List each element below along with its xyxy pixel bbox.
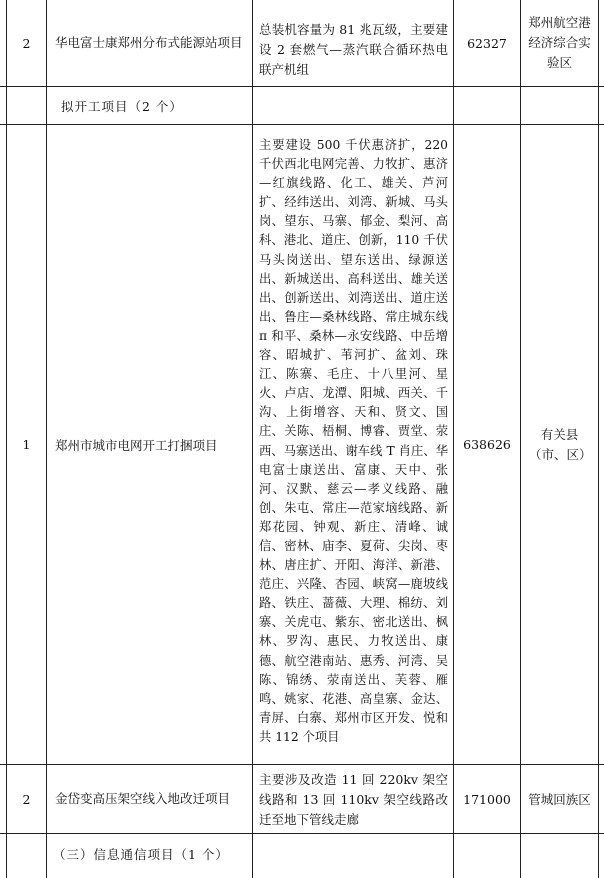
project-content: 主要涉及改造 11 回 220kv 架空线路和 13 回 110kv 架空线路改迁至地下管线走廊 bbox=[259, 772, 448, 827]
table-border bbox=[598, 0, 599, 878]
project-location: 郑州航空港经济综合实验区 bbox=[528, 15, 591, 70]
project-name: 华电富士康郑州分布式能源站项目 bbox=[55, 35, 243, 50]
investment-amount: 62327 bbox=[467, 35, 507, 51]
project-content: 主要建设 500 千伏惠济扩，220 千伏西北电网完善、力牧扩、惠济—红旗线路、化工、雄关、芦河扩、经纬送出、刘湾、新城、马头岗、望东、马寨、郁金、梨河、高科、港北、道庄、创新，110 千伏马头岗送出、望东送出、绿源送出、新城送出、高科送出、雄关送出、创新送出、刘湾送出、道庄送出、鲁庄—桑林线路、常庄城东线 π 和平、桑林—永安线路、中岳增容、昭城扩、苇河扩、盆刘、珠江、陈寨、毛庄、十八里河、星火、卢店、龙潭、阳城、西关、千沟、上街增容、天和、贤文、国庄、关陈、梧桐、博睿、贾堂、荥西、马寨送出、谢车线 T 肖庄、华电富士康送出、富康、天中、张河、汉默、慈云—孝义线路、融创、朱屯、常庄—范家垴线路、新郑花园、钟观、新庄、清峰、诚信、密林、庙李、夏荷、尖岗、枣林、唐庄扩、开阳、海洋、新港、范庄、兴隆、杏园、峡窝—鹿坡线路、铁庄、蔷薇、大理、棉纺、刘寨、关虎屯、紫东、密北送出、枫林、罗沟、惠民、力牧送出、康德、航空港南站、惠秀、河湾、吴陈、锦绣、荥南送出、芙蓉、雁鸣、姚家、花港、高皇寨、金达、青屏、白寨、郑州市区开发、悦和共 112 个项目 bbox=[259, 138, 448, 744]
section-heading: （三）信息通信项目（1 个） bbox=[53, 847, 229, 862]
project-location: 有关县（市、区） bbox=[529, 426, 592, 462]
project-location: 管城回族区 bbox=[528, 792, 591, 807]
investment-amount: 638626 bbox=[463, 437, 511, 452]
project-content: 总装机容量为 81 兆瓦级，主要建设 2 套燃气—蒸汽联合循环热电联产机组 bbox=[259, 22, 448, 77]
row-number: 2 bbox=[22, 35, 31, 51]
project-name: 郑州市城市电网开工打捆项目 bbox=[55, 437, 218, 453]
section-heading: 拟开工项目（2 个） bbox=[61, 98, 183, 114]
row-number: 2 bbox=[22, 791, 31, 807]
project-name: 金岱变高压架空线入地改迁项目 bbox=[55, 791, 231, 806]
investment-amount: 171000 bbox=[463, 791, 511, 807]
row-number: 1 bbox=[22, 437, 31, 452]
